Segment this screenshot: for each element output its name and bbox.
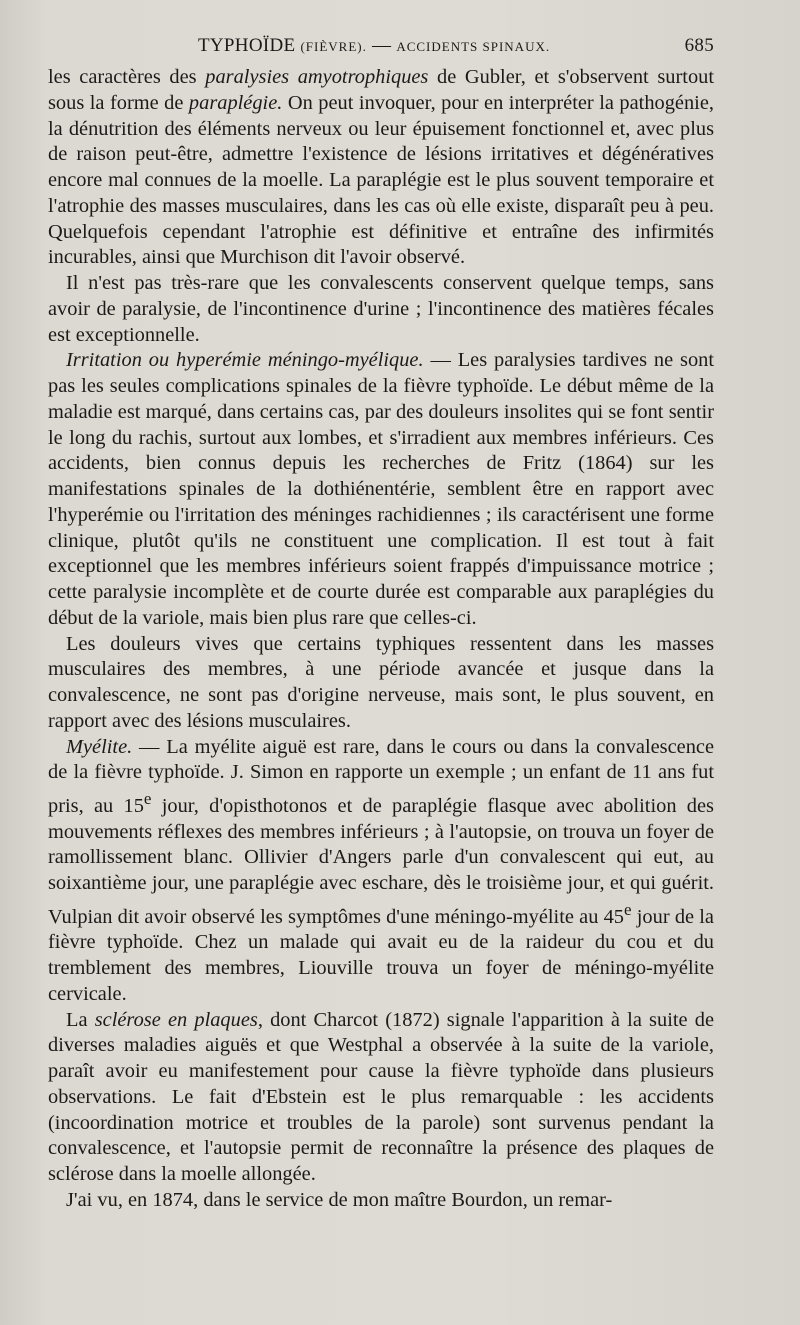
- paragraph: [48, 1188, 714, 1214]
- running-title: [198, 35, 550, 57]
- superscript: e: [143, 789, 152, 808]
- paragraph: [48, 1008, 714, 1188]
- title-main: TYPHOÏDE: [198, 35, 296, 56]
- text-segment: Il n'est pas très-rare que les convalescents conservent quelque temps, sans avoir de paralysie, de l'incontinence d'urine ; l'incontinence des matières fécales est exceptionnelle.: [48, 272, 714, 346]
- text-segment: , dont Charcot (1872) signale l'apparition à la suite de diverses maladies aiguës et que Westphal a observée à la suite de la variole, paraît avoir eu manifestement pour cause la fièvre typhoïde dans plusieurs observations. Le fait d'Ebstein est le plus remarquable : les accidents (incoordination motrice et troubles de la parole) sont survenus pendant la convalescence, et l'autopsie permit de reconnaître la présence des plaques de sclérose dans la moelle allongée.: [48, 1008, 714, 1186]
- paragraph: [48, 65, 714, 271]
- body-text: [48, 65, 714, 1214]
- text-segment: de Gubler, et s'observent surtout sous la forme de: [48, 66, 714, 114]
- title-section: ACCIDENTS SPINAUX.: [396, 39, 551, 54]
- italic-text: paralysies amyotrophiques: [205, 66, 429, 88]
- text-segment: jour, d'opisthotonos et de paraplégie flasque avec abolition des mouvements réflexes des membres inférieurs ; à l'autopsie, on trouva un foyer de ramollissement blanc. Ollivier d'Angers parle d'un convalescent qui eut, au soixantième jour, une paraplégie avec eschare, dès le troisième jour, et qui guérit. Vulpian dit avoir observé les symptômes d'une méningo-myélite au 45: [48, 794, 714, 928]
- running-header: [48, 31, 714, 65]
- italic-text: Irritation ou hyperémie méningo-myélique.: [66, 349, 424, 372]
- italic-text: Myélite.: [66, 735, 133, 758]
- text-segment: — Les paralysies tardives ne sont pas les seules complications spinales de la fièvre typhoïde. Le début même de la maladie est marqué, dans certains cas, par des douleurs insolites qui se font sentir le long du rachis, surtout aux lombes, et s'irradient aux membres inférieurs. Ces accidents, bien connus depuis les recherches de Fritz (1864) sur les manifestations spinales de la dothiénentérie, semblent être en rapport avec l'hyperémie ou l'irritation des méninges rachidiennes ; ils caractérisent une forme clinique, plutôt qu'ils ne constituent une complication. Il est tout à fait exceptionnel que les membres inférieurs soient frappés d'impuissance motrice ; cette paralysie incomplète et de courte durée est comparable aux paraplégies du début de la variole, mais bien plus rare que celles-ci.: [48, 349, 715, 629]
- text-segment: les caractères des: [48, 66, 206, 88]
- text-segment: — La myélite aiguë est rare, dans le cours ou dans la convalescence de la fièvre typhoïde. J. Simon en rapporte un exemple ; un enfant de 11 ans fut pris, au 15: [48, 735, 714, 817]
- text-segment: J'ai vu, en 1874, dans le service de mon maître Bourdon, un remar-: [66, 1188, 613, 1211]
- title-dash: —: [371, 35, 392, 56]
- paragraph: [48, 632, 714, 735]
- paragraph: [48, 735, 714, 1008]
- text-segment: On peut invoquer, pour en interpréter la pathogénie, la dénutrition des éléments nerveux ou leur épuisement fonctionnel et, avec plus de raison peut-être, admettre l'existence de lésions irritatives et dégénératives encore mal connues de la moelle. La paraplégie est le plus souvent temporaire et l'atrophie des masses musculaires, dans les cas où elle existe, disparaît peu à peu. Quelquefois cependant l'atrophie est définitive et entraîne des infirmités incurables, ainsi que Murchison dit l'avoir observé.: [48, 91, 714, 269]
- text-segment: La: [66, 1008, 95, 1031]
- title-paren: (FIÈVRE).: [300, 39, 367, 54]
- italic-text: paraplégie.: [188, 91, 283, 114]
- page-number: 685: [684, 35, 714, 56]
- paragraph: [48, 348, 714, 631]
- text-segment: Les douleurs vives que certains typhiques ressentent dans les masses musculaires des membres, à une période avancée et jusque dans la convalescence, ne sont pas d'origine nerveuse, mais sont, le plus souvent, en rapport avec des lésions musculaires.: [48, 632, 714, 732]
- italic-text: sclérose en plaques: [94, 1008, 258, 1031]
- text-segment: jour de la fièvre typhoïde. Chez un malade qui avait eu de la raideur du cou et du tremblement des membres, Liouville trouva un foyer de méningo-myélite cervicale.: [48, 905, 714, 1005]
- paragraph: [48, 271, 714, 348]
- superscript: e: [624, 899, 632, 919]
